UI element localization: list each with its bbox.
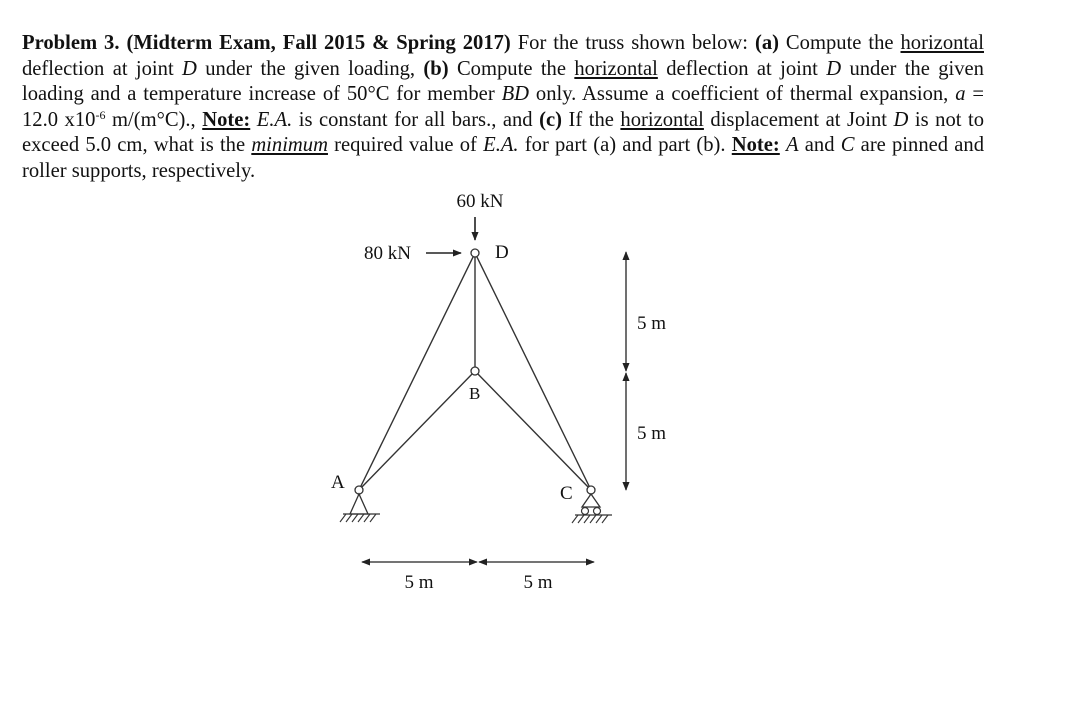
text-segment: is constant for all bars., and [292,108,540,131]
roller-support-c [572,494,612,523]
vertical-load-label: 60 kN [456,191,504,212]
part-b-label: (b) [423,57,449,80]
text-segment: is not to exceed 5.0 cm, what is the [22,108,985,157]
exponent: -6 [95,107,106,122]
ea-ref: E.A. [483,134,519,157]
text-segment: required value of [327,134,484,157]
text-segment: If the [561,108,621,131]
text-segment: m/(m°C)., [105,108,203,131]
member-dc [475,253,591,490]
member-bd-ref: BD [501,83,530,106]
text-segment: displacement at Joint [703,108,894,131]
pin-support-a [340,494,380,522]
text-segment: Compute the [448,57,575,80]
text-segment: = 12.0 x10 [22,83,984,131]
alpha-symbol: a [955,83,966,106]
label-a: A [331,472,345,493]
joint-c-ref: C [840,134,855,157]
text-segment: under the given loading, [196,57,424,80]
emphasis-minimum: minimum [251,134,328,157]
joint-b [471,367,479,375]
joint-c [587,486,595,494]
text-segment: are pinned and roller supports, respectively. [22,134,984,182]
member-ab [359,371,475,490]
note-label: Note: [731,134,780,157]
text-segment: For the truss shown below: [510,32,755,54]
member-bc [475,371,591,490]
joint-a-ref: A [786,134,799,157]
joint-d-ref: D [826,57,842,80]
emphasis-horizontal: horizontal [900,32,984,54]
part-a-label: (a) [754,32,779,54]
dimension-left-horizontal-label: 5 m [404,572,434,593]
problem-label: Problem 3. [22,32,120,54]
note-label: Note: [202,108,251,131]
text-segment: for part (a) and part (b). [518,134,732,157]
emphasis-horizontal: horizontal [620,108,704,131]
joint-d-ref: D [182,57,197,80]
label-b: B [469,384,481,403]
exam-reference: (Midterm Exam, Fall 2015 & Spring 2017) [126,32,511,54]
text-segment: Compute the [778,32,901,54]
text-segment: only. Assume a coefficient of thermal expansion, [529,83,956,106]
label-d: D [495,242,509,263]
text-segment: deflection at joint [22,57,183,80]
ea-ref: E.A. [256,108,293,131]
label-c: C [560,483,573,504]
joint-d [471,249,479,257]
member-ad [359,253,475,490]
horizontal-load-label: 80 kN [364,243,411,264]
text-segment: and [798,134,841,157]
dimension-lower-vertical-label: 5 m [637,423,667,444]
emphasis-horizontal: horizontal [574,57,658,80]
text-segment: under the given loading and a temperature increase of 50°C for member [22,57,984,106]
dimension-upper-vertical-label: 5 m [637,313,667,334]
text-segment: deflection at joint [657,57,827,80]
part-c-label: (c) [539,108,562,131]
joint-d-ref: D [893,108,909,131]
dimension-right-horizontal-label: 5 m [523,572,553,593]
